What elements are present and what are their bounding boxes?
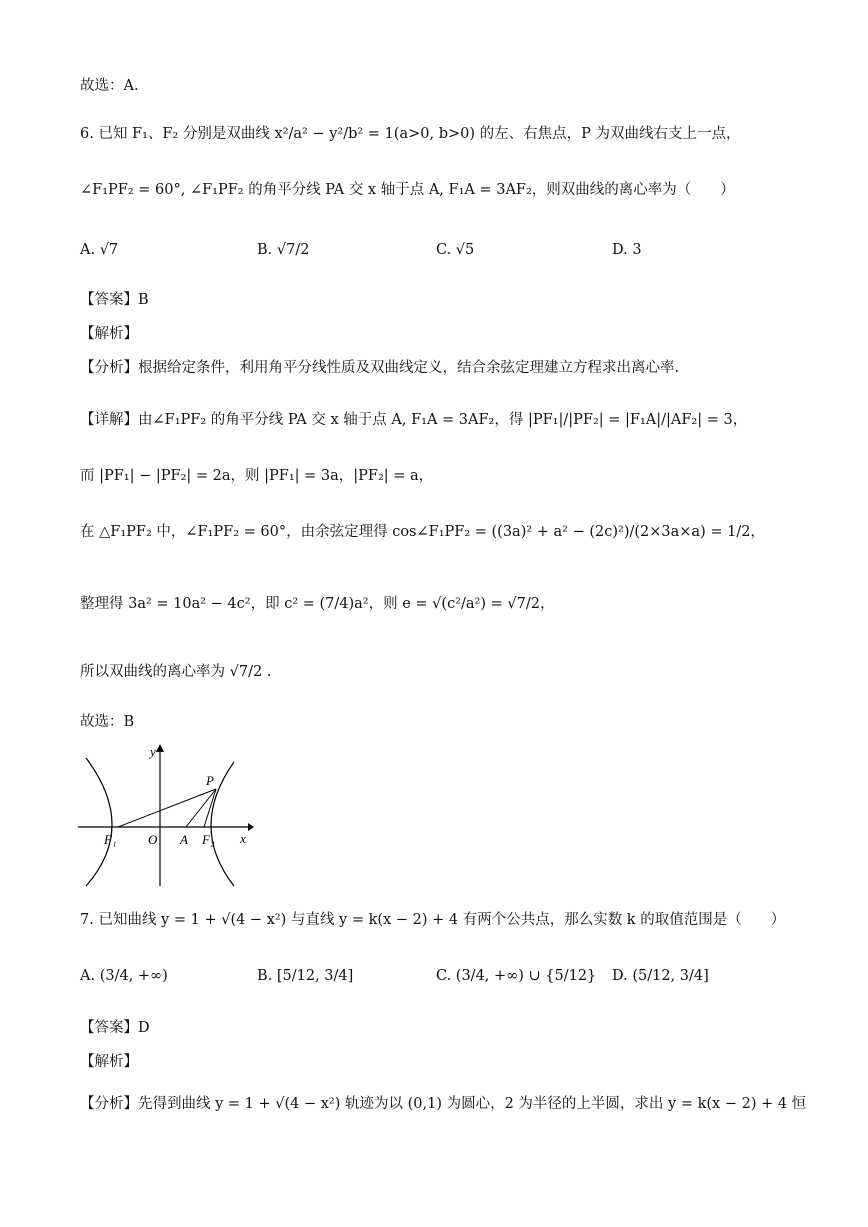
q7-option-a: A. (3/4, +∞) (80, 968, 168, 984)
q7-stem: 7. 已知曲线 y = 1 + √(4 − x²) 与直线 y = k(x − 2) + 4 有两个公共点，那么实数 k 的取值范围是（ ） (80, 912, 786, 928)
q6-detail-line2: 而 |PF₁| − |PF₂| = 2a，则 |PF₁| = 3a，|PF₂| = a， (80, 468, 434, 484)
label-f2: F₂ (202, 832, 215, 847)
q7-option-b: B. [5/12, 3/4] (257, 968, 354, 984)
hyperbola-figure (76, 740, 256, 890)
q7-analysis-heading: 【解析】 (80, 1054, 138, 1070)
q6-detail-line4: 整理得 3a² = 10a² − 4c²，即 c² = (7/4)a²，则 e = √(c²/a²) = √7/2， (80, 596, 555, 612)
q6-option-b: B. √7/2 (257, 242, 310, 258)
q6-analysis-heading: 【解析】 (80, 326, 138, 342)
y-axis-arrow (156, 744, 164, 752)
q7-option-c: C. (3/4, +∞) ∪ {5/12} (436, 968, 597, 984)
hyperbola-left-branch (86, 758, 112, 886)
hyperbola-right-branch (211, 762, 234, 886)
conclusion-q5: 故选：A. (80, 78, 139, 94)
q7-analysis-summary: 【分析】先得到曲线 y = 1 + √(4 − x²) 轨迹为以 (0,1) 为圆心，2 为半径的上半圆，求出 y = k(x − 2) + 4 恒 (80, 1096, 807, 1112)
label-p: P (206, 773, 214, 788)
q6-detail-line5: 所以双曲线的离心率为 √7/2 . (80, 664, 272, 680)
q6-option-c: C. √5 (436, 242, 475, 258)
q7-answer: 【答案】D (80, 1020, 150, 1036)
q6-option-d: D. 3 (612, 242, 642, 258)
label-a: A (180, 832, 188, 847)
q6-stem-line2: ∠F₁PF₂ = 60°, ∠F₁PF₂ 的角平分线 PA 交 x 轴于点 A, F₁A = 3AF₂，则双曲线的离心率为（ ） (80, 182, 735, 198)
q7-option-d: D. (5/12, 3/4] (612, 968, 709, 984)
q6-detail-line3: 在 △F₁PF₂ 中，∠F₁PF₂ = 60°，由余弦定理得 cos∠F₁PF₂ = ((3a)² + a² − (2c)²)/(2×3a×a) = 1/2， (80, 524, 765, 540)
q6-option-a: A. √7 (80, 242, 119, 258)
conclusion-q6: 故选：B (80, 714, 135, 730)
x-axis-arrow (248, 823, 254, 831)
q6-detail-line1: 【详解】由∠F₁PF₂ 的角平分线 PA 交 x 轴于点 A, F₁A = 3AF₂，得 |PF₁|/|PF₂| = |F₁A|/|AF₂| = 3， (80, 412, 748, 428)
label-x: x (240, 831, 246, 846)
segment-p-f2 (204, 789, 216, 827)
label-y: y (150, 744, 156, 759)
q6-stem-line1: 6. 已知 F₁、F₂ 分别是双曲线 x²/a² − y²/b² = 1(a>0, b>0) 的左、右焦点，P 为双曲线右支上一点， (80, 126, 741, 142)
q6-analysis-summary: 【分析】根据给定条件，利用角平分线性质及双曲线定义，结合余弦定理建立方程求出离心率. (80, 360, 680, 376)
label-origin: O (148, 832, 158, 847)
label-f1: F₁ (104, 832, 117, 847)
q6-answer: 【答案】B (80, 292, 149, 308)
